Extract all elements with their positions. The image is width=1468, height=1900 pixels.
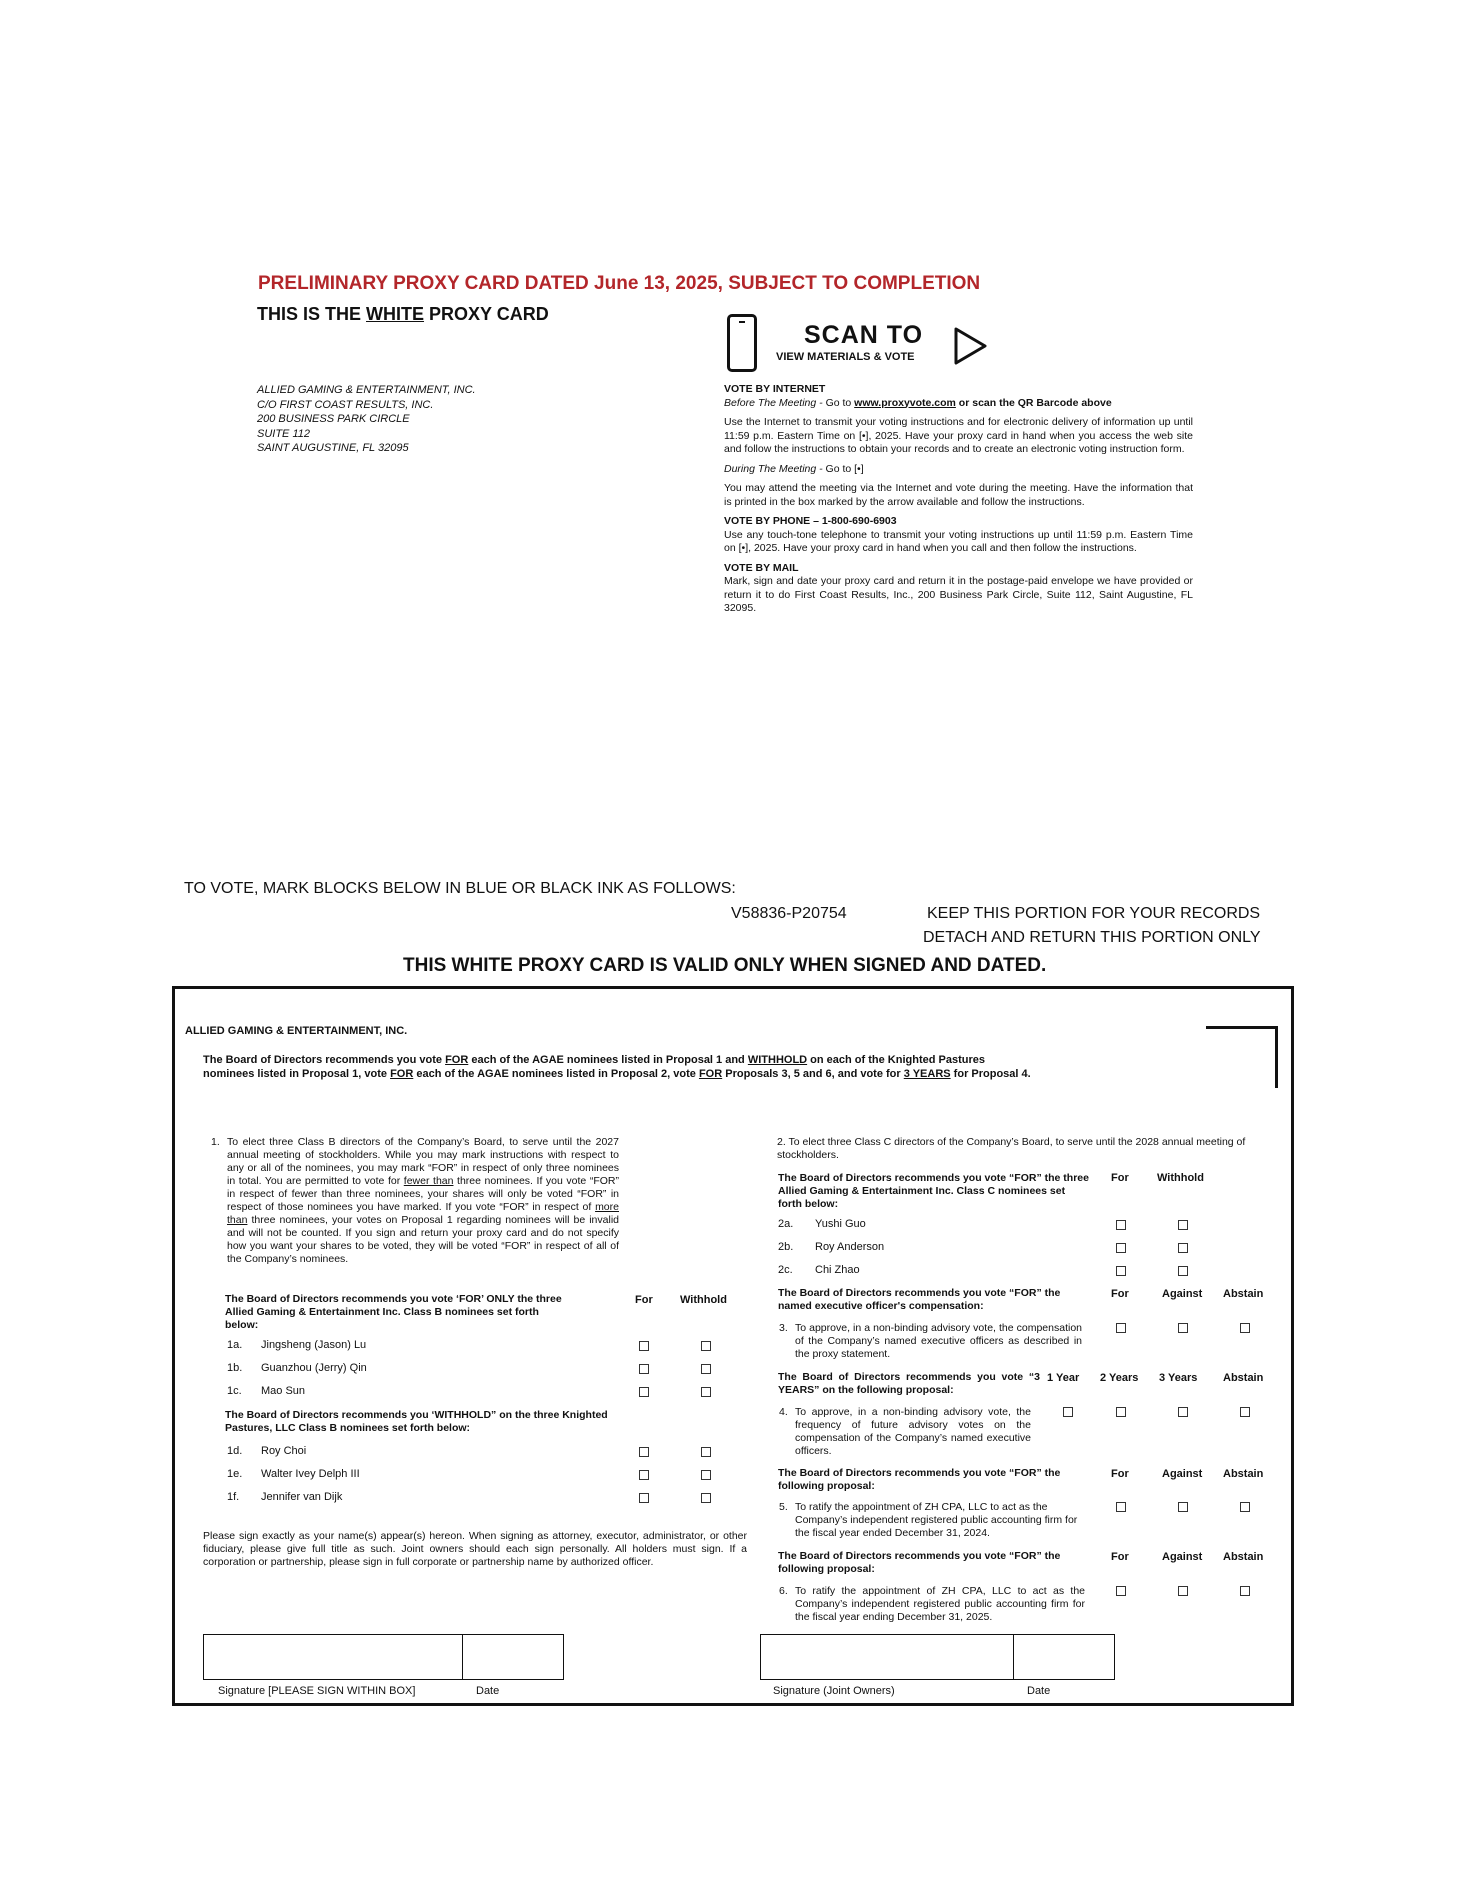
proposal-2-recommend: The Board of Directors recommends you vote “FOR” the three Allied Gaming & Entertainment Inc. Class C nominees set forth below: [778, 1172, 1089, 1210]
p5-col-for: For [1111, 1468, 1129, 1480]
proposal-4-1-year-checkbox[interactable] [1063, 1407, 1073, 1417]
nominee-id: 1c. [227, 1385, 242, 1397]
nominee-id: 2c. [778, 1264, 793, 1276]
during-meeting-line [724, 463, 1193, 477]
internet-paragraph: Use the Internet to transmit your voting instructions and for electronic delivery of information up until 11:59 p.m. Eastern Time on [•], 2025. Have your proxy card in hand when you access the web site and follow the instructions to obtain your records and to create an electronic voting instruction form. [724, 416, 1193, 455]
signature-box[interactable] [203, 1634, 463, 1680]
nominee-1e-withhold-checkbox[interactable] [701, 1470, 711, 1480]
proposal-3-for-checkbox[interactable] [1116, 1323, 1126, 1333]
nominee-id: 2a. [778, 1218, 794, 1230]
intro-part: The Board of Directors recommends you vote [203, 1054, 446, 1066]
during-paragraph: You may attend the meeting via the Internet and vote during the meeting. Have the information that is printed in the box marked by the arrow available and follow the instructions. [724, 482, 1193, 508]
vote-phone-heading: VOTE BY PHONE – 1-800-690-6903 [724, 515, 897, 527]
preliminary-banner: PRELIMINARY PROXY CARD DATED June 13, 2025, SUBJECT TO COMPLETION [258, 273, 981, 294]
address-line: C/O FIRST COAST RESULTS, INC. [257, 398, 434, 411]
vote-internet-heading: VOTE BY INTERNET [724, 383, 826, 395]
nominee-1f-withhold-checkbox[interactable] [701, 1493, 711, 1503]
proposal-5-against-checkbox[interactable] [1178, 1502, 1188, 1512]
nominee-name: Roy Anderson [815, 1241, 885, 1253]
scan-to-vote-logo [727, 312, 997, 378]
nominee-2a-withhold-checkbox[interactable] [1178, 1220, 1188, 1230]
detach-portion: DETACH AND RETURN THIS PORTION ONLY [923, 929, 1261, 946]
nominee-id: 2b. [778, 1241, 794, 1253]
intro-for: FOR [698, 1068, 723, 1080]
p6-col-for: For [1111, 1551, 1129, 1563]
address-line: 200 BUSINESS PARK CIRCLE [257, 413, 410, 425]
proposal-6-recommend: The Board of Directors recommends you vote “FOR” the following proposal: [778, 1550, 1061, 1575]
nominee-1e-for-checkbox[interactable] [639, 1470, 649, 1480]
nominee-1c-withhold-checkbox[interactable] [701, 1387, 711, 1397]
p1-more: more than [227, 1201, 619, 1226]
proposal-2-text: 2. To elect three Class C directors of the Company’s Board, to serve until the 2028 annual meeting of stockholders. [777, 1136, 1246, 1161]
joint-signature-label: Signature (Joint Owners) [773, 1685, 895, 1697]
nominee-1b-withhold-checkbox[interactable] [701, 1364, 711, 1374]
proposal-1-body [227, 1136, 619, 1266]
intro-part: on each of the Knighted Pastures nominees listed in Proposal 1, vote [203, 1054, 985, 1080]
p1-part: three nominees. If you vote “FOR” in respect of fewer than three nominees, your shares will only be voted “FOR” in respect of those nominees you have marked. If you vote “FOR” in respect of [227, 1175, 619, 1213]
nominee-id: 1f. [227, 1491, 240, 1503]
address-line: SUITE 112 [257, 427, 310, 440]
nominee-2a-for-checkbox[interactable] [1116, 1220, 1126, 1230]
proposal-3-number: 3. [779, 1322, 788, 1334]
proposal-1-recommend-a: The Board of Directors recommends you vote ‘FOR’ ONLY the three Allied Gaming & Entertainment Inc. Class B nominees set forth below: [225, 1293, 562, 1331]
nominee-name: Chi Zhao [815, 1264, 860, 1276]
proposal-1-text [211, 1136, 619, 1266]
before-goto: Go to [825, 396, 855, 409]
joint-signature-box[interactable] [760, 1634, 1014, 1680]
mail-paragraph: Mark, sign and date your proxy card and return it in the postage-paid envelope we have provided or return it to do First Coast Results, Inc., 200 Business Park Circle, Suite 112, Saint Augustine, FL 32095. [724, 575, 1193, 614]
p3-col-against: Against [1162, 1288, 1203, 1300]
white-title-post: PROXY CARD [424, 304, 549, 324]
nominee-1a-for-checkbox[interactable] [639, 1341, 649, 1351]
proposal-5-abstain-checkbox[interactable] [1240, 1502, 1250, 1512]
card-company-name: ALLIED GAMING & ENTERTAINMENT, INC. [185, 1025, 408, 1037]
proposal-6-abstain-checkbox[interactable] [1240, 1586, 1250, 1596]
p2-col-withhold: Withhold [1157, 1172, 1204, 1184]
nominee-name: Guanzhou (Jerry) Qin [261, 1362, 367, 1374]
signature-date-label: Date [476, 1685, 500, 1697]
before-meeting-line [724, 397, 1193, 411]
p3-col-for: For [1111, 1288, 1129, 1300]
nominee-1d-withhold-checkbox[interactable] [701, 1447, 711, 1457]
nominee-2b-for-checkbox[interactable] [1116, 1243, 1126, 1253]
address-line: SAINT AUGUSTINE, FL 32095 [257, 442, 409, 454]
proposal-6-against-checkbox[interactable] [1178, 1586, 1188, 1596]
p5-col-abstain: Abstain [1223, 1468, 1264, 1480]
phone-paragraph: Use any touch-tone telephone to transmit your voting instructions up until 11:59 p.m. Eastern Time on [•], 2025. Have your proxy card in hand when you call and then follow the instructions. [724, 528, 1193, 554]
nominee-name: Yushi Guo [815, 1218, 866, 1230]
white-title-pre: THIS IS THE [257, 304, 367, 324]
proposal-6-for-checkbox[interactable] [1116, 1586, 1126, 1596]
intro-for: FOR [390, 1068, 414, 1080]
intro-years: 3 YEARS [903, 1068, 951, 1080]
proposal-4-3-years-checkbox[interactable] [1178, 1407, 1188, 1417]
nominee-id: 1d. [227, 1445, 243, 1457]
keep-portion: KEEP THIS PORTION FOR YOUR RECORDS [927, 905, 1261, 922]
proposal-3-text: To approve, in a non-binding advisory vote, the compensation of the Company’s named executive officers as described in the proxy statement. [795, 1322, 1082, 1360]
intro-part: Proposals 3, 5 and 6, and vote for [722, 1068, 904, 1080]
intro-for: FOR [445, 1054, 469, 1066]
proposal-4-text: To approve, in a non-binding advisory vote, the frequency of future advisory votes on the compensation of the Company’s named executive officers. [795, 1406, 1031, 1457]
signing-instructions: Please sign exactly as your name(s) appear(s) hereon. When signing as attorney, executor, administrator, or other fiduciary, please give full title as such. Joint owners should each sign personally. All holders must sign. If a corporation or partnership, please sign in full corporate or partnership name by authorized officer. [203, 1530, 747, 1568]
proposal-6-number: 6. [779, 1585, 788, 1597]
nominee-1f-for-checkbox[interactable] [639, 1493, 649, 1503]
before-post: or scan the QR Barcode above [955, 396, 1112, 409]
proposal-3-recommend: The Board of Directors recommends you vote “FOR” the named executive officer's compensation: [778, 1287, 1061, 1312]
voting-instructions [724, 383, 1193, 622]
proposal-3-against-checkbox[interactable] [1178, 1323, 1188, 1333]
control-code: V58836-P20754 [731, 905, 847, 922]
board-recommendation [203, 1053, 1033, 1081]
p6-col-against: Against [1162, 1551, 1203, 1563]
nominee-id: 1e. [227, 1468, 243, 1480]
valid-notice: THIS WHITE PROXY CARD IS VALID ONLY WHEN SIGNED AND DATED. [403, 955, 1047, 976]
nominee-1c-for-checkbox[interactable] [639, 1387, 649, 1397]
scan-title: SCAN TO [804, 321, 924, 349]
p1-col-withhold: Withhold [680, 1294, 727, 1306]
white-proxy-title [257, 304, 549, 325]
during-meeting-label: During The Meeting - [724, 462, 826, 475]
p1-part: To elect three Class B directors of the Company’s Board, to serve until the 2027 annual meeting of stockholders. While you may mark instructions with respect to any or all of the nominees, you may mark “FOR” in respect of only three nominees in total. You are permitted to vote for [227, 1136, 619, 1187]
corner-bracket [1206, 1026, 1278, 1088]
p1-part: three nominees, your votes on Proposal 1 regarding nominees will be invalid and will not be counted. If you sign and return your proxy card and do not specify how you want your shares to be voted, they will be voted “FOR” in respect of all of the Company’s nominees. [227, 1214, 619, 1265]
proxyvote-link[interactable]: www.proxyvote.com [854, 396, 956, 409]
nominee-1b-for-checkbox[interactable] [639, 1364, 649, 1374]
scan-subtitle: VIEW MATERIALS & VOTE [776, 351, 915, 363]
signature-date-box[interactable] [462, 1634, 564, 1680]
proposal-4-number: 4. [779, 1406, 788, 1418]
nominee-name: Jingsheng (Jason) Lu [261, 1339, 367, 1351]
p3-col-abstain: Abstain [1223, 1288, 1264, 1300]
nominee-id: 1b. [227, 1362, 243, 1374]
p4-col-abstain: Abstain [1223, 1372, 1264, 1384]
proposal-1-number: 1. [211, 1136, 220, 1148]
proposal-6-text: To ratify the appointment of ZH CPA, LLC to act as the Company’s independent registered public accounting firm for the fiscal year ending December 31, 2025. [795, 1585, 1085, 1623]
vote-mail-heading: VOTE BY MAIL [724, 561, 799, 574]
before-meeting-label: Before The Meeting - [724, 396, 826, 409]
nominee-name: Roy Choi [261, 1445, 307, 1457]
nominee-1a-withhold-checkbox[interactable] [701, 1341, 711, 1351]
proposal-1-recommend-b: The Board of Directors recommends you ‘WITHHOLD” on the three Knighted Pastures, LLC Class B nominees set forth below: [225, 1409, 608, 1434]
intro-part: for Proposal 4. [950, 1068, 1031, 1080]
address-line: ALLIED GAMING & ENTERTAINMENT, INC. [257, 384, 476, 396]
nominee-name: Jennifer van Dijk [261, 1491, 343, 1503]
nominee-name: Mao Sun [261, 1385, 306, 1397]
phone-icon [727, 314, 757, 372]
intro-withhold: WITHHOLD [747, 1054, 808, 1066]
nominee-id: 1a. [227, 1339, 243, 1351]
joint-signature-date-box[interactable] [1013, 1634, 1115, 1680]
p1-col-for: For [635, 1294, 653, 1306]
play-arrow-icon [953, 326, 989, 366]
p4-col-3-years: 3 Years [1159, 1372, 1198, 1384]
nominee-2c-withhold-checkbox[interactable] [1178, 1266, 1188, 1276]
nominee-1d-for-checkbox[interactable] [639, 1447, 649, 1457]
intro-part: each of the AGAE nominees listed in Proposal 1 and [468, 1054, 748, 1066]
during-post: Go to [•] [825, 462, 864, 475]
p2-col-for: For [1111, 1172, 1129, 1184]
p4-col-1-year: 1 Year [1047, 1372, 1080, 1384]
p5-col-against: Against [1162, 1468, 1203, 1480]
signature-label: Signature [PLEASE SIGN WITHIN BOX] [218, 1685, 416, 1697]
white-title-word: WHITE [366, 304, 425, 324]
proposal-4-abstain-checkbox[interactable] [1240, 1407, 1250, 1417]
proposal-3-abstain-checkbox[interactable] [1240, 1323, 1250, 1333]
p4-col-2-years: 2 Years [1100, 1372, 1139, 1384]
proposal-5-number: 5. [779, 1501, 788, 1513]
intro-part: each of the AGAE nominees listed in Proposal 2, vote [413, 1068, 699, 1080]
proposal-5-for-checkbox[interactable] [1116, 1502, 1126, 1512]
proposal-4-2-years-checkbox[interactable] [1116, 1407, 1126, 1417]
nominee-2c-for-checkbox[interactable] [1116, 1266, 1126, 1276]
proposal-5-recommend: The Board of Directors recommends you vote “FOR” the following proposal: [778, 1467, 1061, 1492]
nominee-2b-withhold-checkbox[interactable] [1178, 1243, 1188, 1253]
mark-instructions: TO VOTE, MARK BLOCKS BELOW IN BLUE OR BLACK INK AS FOLLOWS: [184, 880, 736, 897]
p6-col-abstain: Abstain [1223, 1551, 1264, 1563]
proposal-5-text: To ratify the appointment of ZH CPA, LLC to act as the Company’s independent registered public accounting firm for the fiscal year ended December 31, 2024. [795, 1501, 1078, 1539]
nominee-name: Walter Ivey Delph III [261, 1468, 360, 1480]
proposal-4-recommend: The Board of Directors recommends you vote “3 YEARS” on the following proposal: [778, 1371, 1040, 1396]
p1-fewer: fewer than [403, 1175, 454, 1187]
joint-signature-date-label: Date [1027, 1685, 1051, 1697]
mailing-address [257, 383, 476, 456]
